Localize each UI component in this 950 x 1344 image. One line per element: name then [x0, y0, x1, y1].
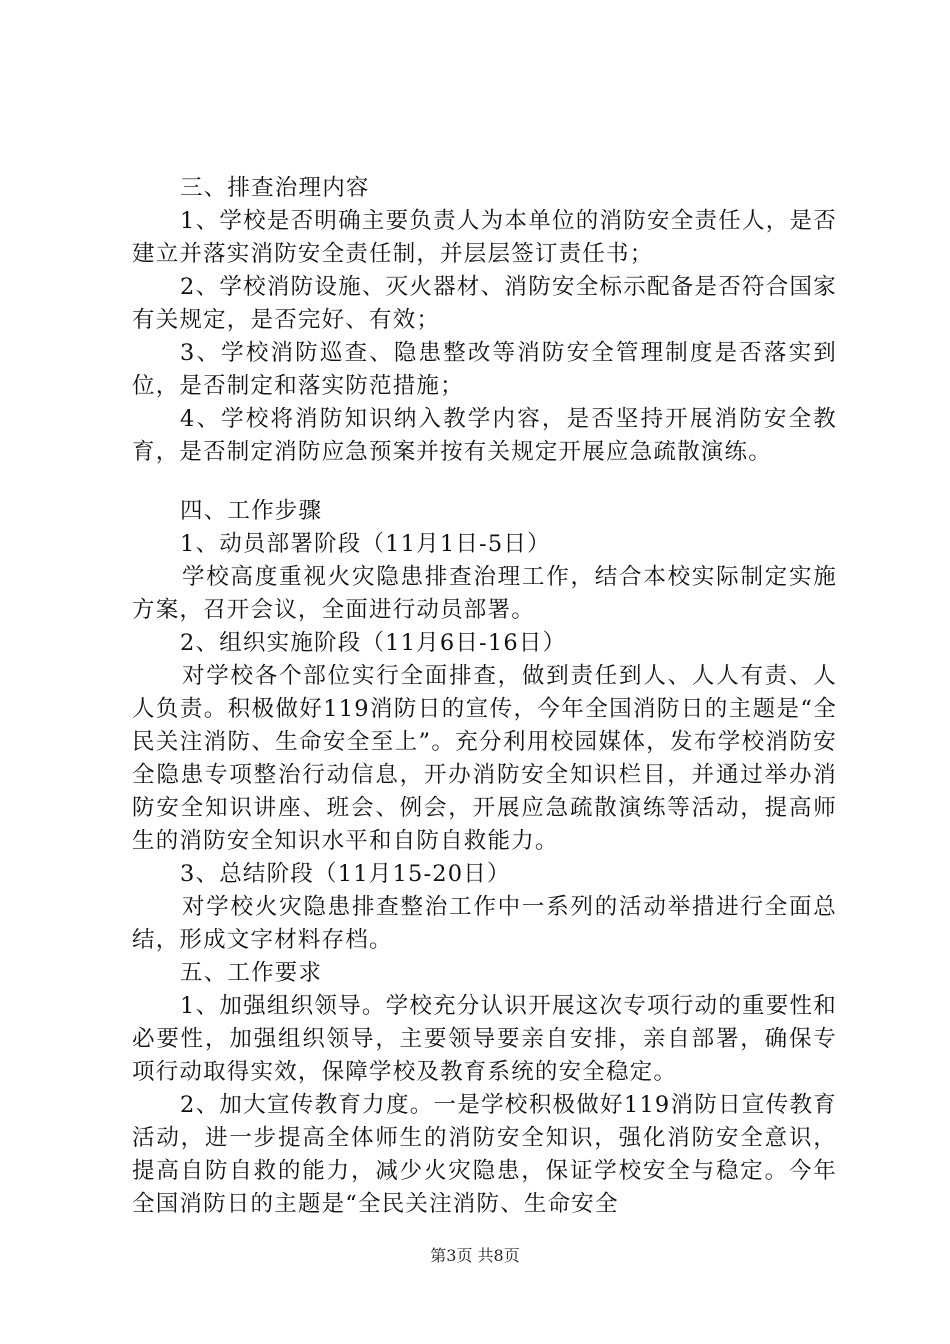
section-3-item-1: 1、学校是否明确主要负责人为本单位的消防安全责任人，是否建立并落实消防安全责任制，并层层签订责任书； [132, 208, 837, 267]
page-number-footer: 第3页 共8页 [430, 1246, 520, 1265]
requirement-2-text: 2、加大宣传教育力度。一是学校积极做好119消防日宣传教育活动，进一步提高全体师生的消防安全知识，强化消防安全意识，提高自防自救的能力，减少火灾隐患，保证学校安全与稳定。今年全国消防日的主题是“全民关注消防、生命安全 [132, 1092, 837, 1217]
section-4-heading: 四、工作步骤 [180, 498, 323, 524]
step-2-text: 对学校各个部位实行全面排查，做到责任到人、人人有责、人人负责。积极做好119消防日的宣传，今年全国消防日的主题是“全民关注消防、生命安全至上”。充分利用校园媒体，发布学校消防安全隐患专项整治行动信息，开办消防安全知识栏目，并通过举办消防安全知识讲座、班会、例会，开展应急疏散演练等活动，提高师生的消防安全知识水平和自防自救能力。 [132, 663, 837, 854]
paragraph-gap [132, 469, 837, 495]
step-3-text: 对学校火灾隐患排查整治工作中一系列的活动举措进行全面总结，形成文字材料存档。 [132, 894, 837, 953]
step-2-title: 2、组织实施阶段（11月6日-16日） [180, 630, 567, 656]
document-body [132, 172, 837, 1221]
step-1-text: 学校高度重视火灾隐患排查治理工作，结合本校实际制定实施方案，召开会议，全面进行动员部署。 [132, 564, 837, 623]
section-3-item-3: 3、学校消防巡查、隐患整改等消防安全管理制度是否落实到位，是否制定和落实防范措施； [132, 340, 837, 399]
section-3-heading: 三、排查治理内容 [180, 175, 370, 201]
section-3-item-4: 4、学校将消防知识纳入教学内容，是否坚持开展消防安全教育，是否制定消防应急预案并按有关规定开展应急疏散演练。 [132, 406, 837, 465]
step-3-title: 3、总结阶段（11月15-20日） [180, 861, 511, 887]
step-1-title: 1、动员部署阶段（11月1日-5日） [180, 531, 551, 557]
requirement-1-text: 1、加强组织领导。学校充分认识开展这次专项行动的重要性和必要性，加强组织领导，主要领导要亲自安排，亲自部署，确保专项行动取得实效，保障学校及教育系统的安全稳定。 [132, 993, 837, 1085]
section-5-heading: 五、工作要求 [180, 960, 323, 986]
section-3-item-2: 2、学校消防设施、灭火器材、消防安全标示配备是否符合国家有关规定，是否完好、有效； [132, 274, 837, 333]
